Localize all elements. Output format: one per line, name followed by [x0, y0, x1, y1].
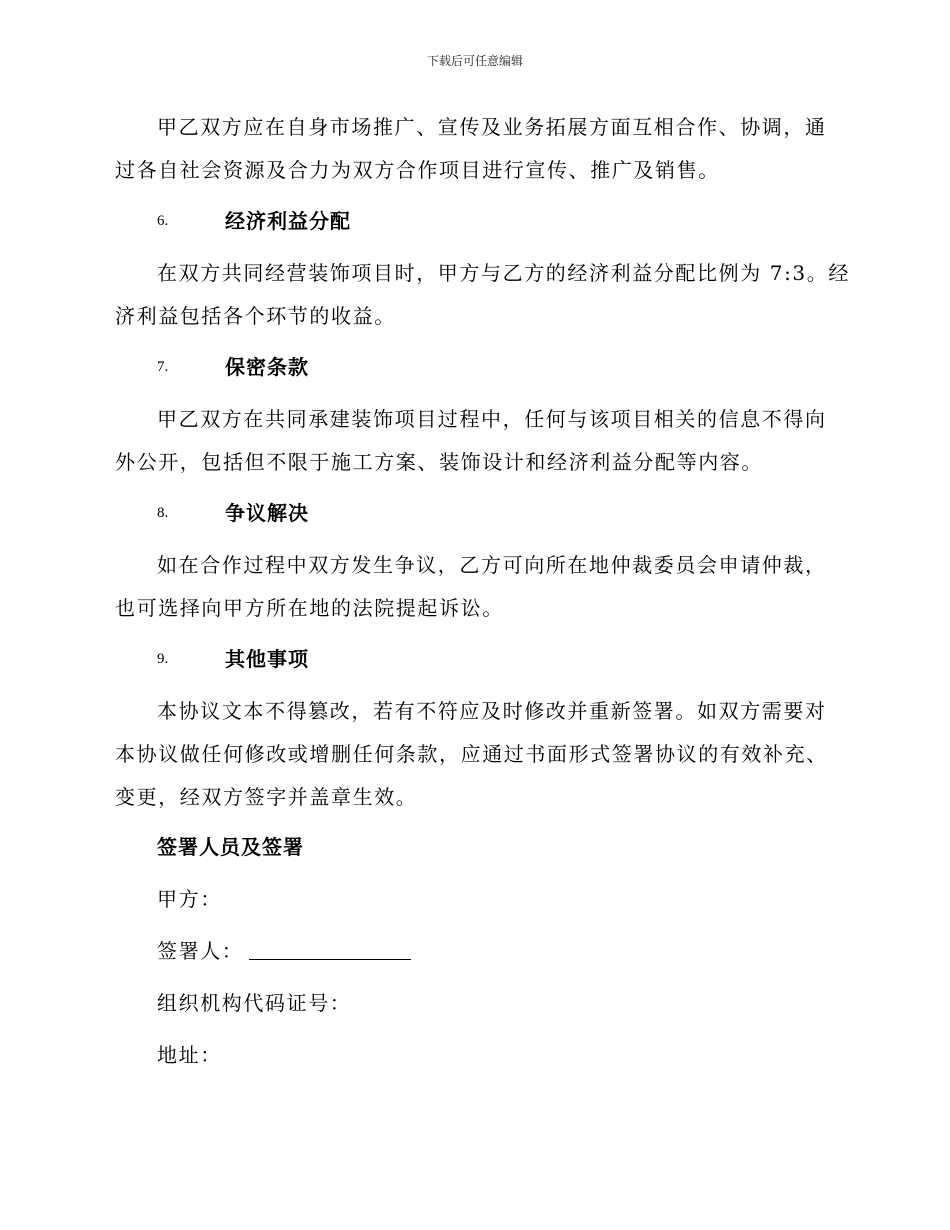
paragraph-other-line-3: 变更，经双方签字并盖章生效。 [115, 785, 418, 809]
address-label: 地址： [157, 1043, 222, 1067]
signer-label: 签署人： [157, 939, 244, 963]
section-8-number: 8. [157, 505, 169, 521]
section-9-title: 其他事项 [225, 647, 309, 671]
paragraph-dispute-line-2: 也可选择向甲方所在地的法院提起诉讼。 [115, 596, 504, 620]
paragraph-confidential-line-2: 外公开，包括但不限于施工方案、装饰设计和经济利益分配等内容。 [115, 450, 763, 474]
party-a-label: 甲方： [157, 887, 222, 911]
signature-heading: 签署人员及签署 [157, 835, 304, 859]
paragraph-profit-line-1: 在双方共同经营装饰项目时，甲方与乙方的经济利益分配比例为 7:3。经 [157, 261, 850, 285]
section-7-title: 保密条款 [225, 355, 309, 379]
paragraph-dispute-line-1: 如在合作过程中双方发生争议，乙方可向所在地仲裁委员会申请仲裁， [157, 553, 827, 577]
signer-row [157, 937, 411, 965]
paragraph-other-line-2: 本协议做任何修改或增删任何条款，应通过书面形式签署协议的有效补充、 [115, 742, 828, 766]
paragraph-cooperation-line-2: 过各自社会资源及合力为双方合作项目进行宣传、推广及销售。 [115, 158, 720, 182]
paragraph-confidential-line-1: 甲乙双方在共同承建装饰项目过程中，任何与该项目相关的信息不得向 [157, 407, 827, 431]
paragraph-other-line-1: 本协议文本不得篡改，若有不符应及时修改并重新签署。如双方需要对 [157, 699, 827, 723]
org-code-label: 组织机构代码证号： [157, 991, 352, 1015]
signer-blank-line [249, 937, 411, 960]
section-6-number: 6. [157, 213, 169, 229]
section-9-number: 9. [157, 651, 169, 667]
section-6-title: 经济利益分配 [225, 209, 351, 233]
section-7-number: 7. [157, 359, 169, 375]
paragraph-cooperation-line-1: 甲乙双方应在自身市场推广、宣传及业务拓展方面互相合作、协调，通 [157, 115, 827, 139]
paragraph-profit-line-2: 济利益包括各个环节的收益。 [115, 304, 396, 328]
header-note: 下载后可任意编辑 [426, 54, 523, 68]
section-8-title: 争议解决 [225, 501, 309, 525]
